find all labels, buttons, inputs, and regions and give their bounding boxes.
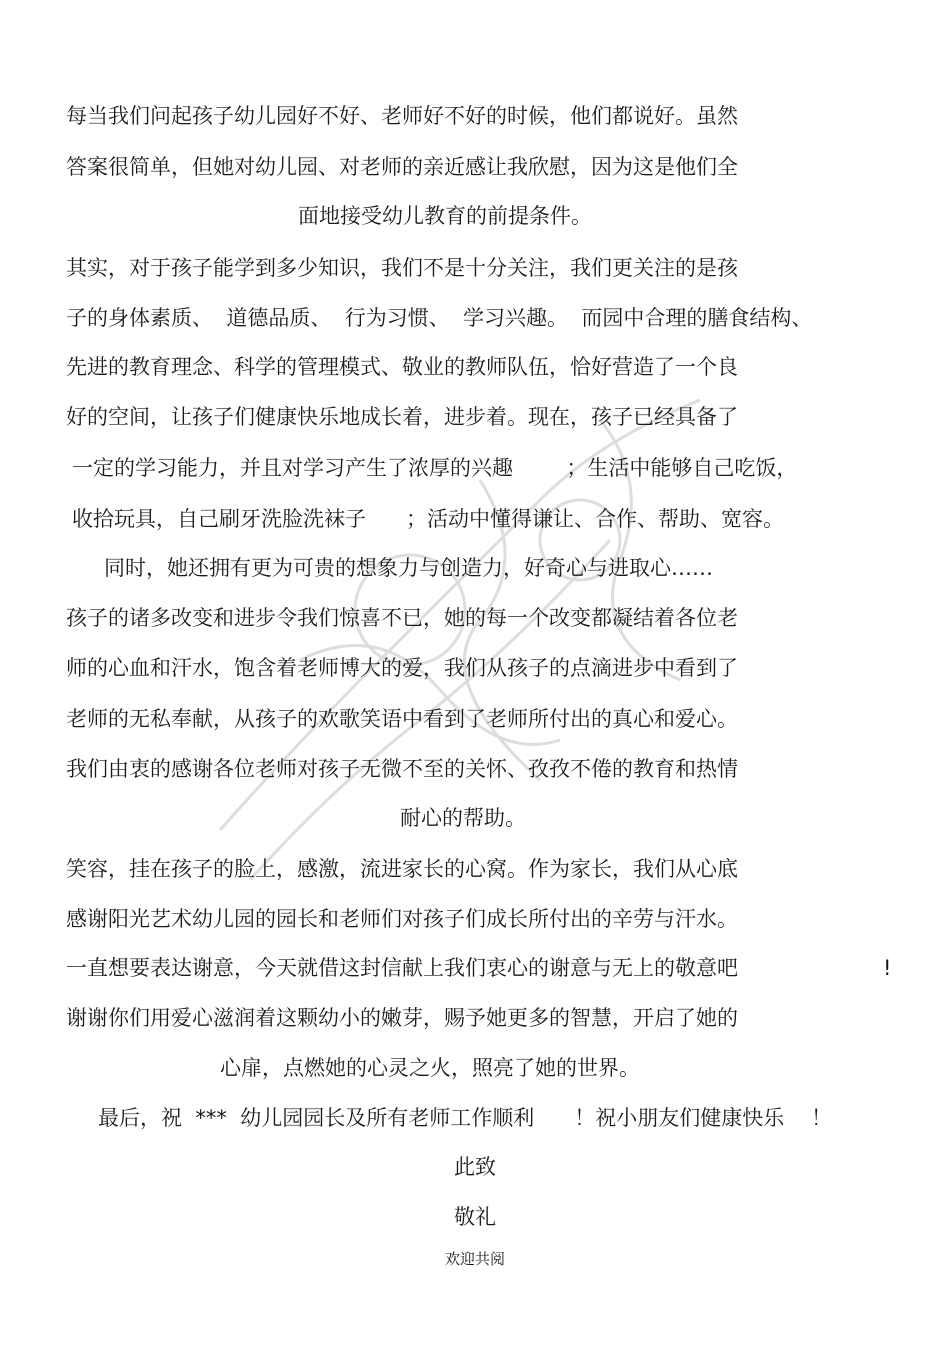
paragraph-line: 一直想要表达谢意，今天就借这封信献上我们衷心的谢意与无上的敬意吧: [66, 956, 738, 980]
paragraph-line: 谢谢你们用爱心滋润着这颗幼小的嫩芽，赐予她更多的智慧，开启了她的: [66, 1006, 738, 1030]
paragraph-line: 收拾玩具，自己刷牙洗脸洗袜子 ；活动中懂得谦让、合作、帮助、宽容。: [72, 507, 785, 531]
closing-wish: 最后，祝 *** 幼儿园园长及所有老师工作顺利 ！祝小朋友们健康快乐 ！: [98, 1106, 832, 1130]
exclamation-mark: !: [883, 956, 892, 980]
paragraph-line: 先进的教育理念、科学的管理模式、敬业的教师队伍，恰好营造了一个良: [66, 355, 738, 379]
closing-salutation: 此致: [454, 1155, 496, 1179]
paragraph-line: 同时，她还拥有更为可贵的想象力与创造力，好奇心与进取心……: [104, 556, 713, 580]
paragraph-line: 师的心血和汗水，饱含着老师博大的爱，我们从孩子的点滴进步中看到了: [66, 656, 738, 680]
paragraph-line: 答案很简单，但她对幼儿园、对老师的亲近感让我欣慰，因为这是他们全: [66, 155, 738, 179]
closing-regards: 敬礼: [454, 1205, 496, 1229]
paragraph-line: 一定的学习能力，并且对学习产生了浓厚的兴趣 ；生活中能够自己吃饭，: [72, 456, 798, 480]
paragraph-line: 面地接受幼儿教育的前提条件。: [298, 204, 592, 228]
paragraph-line: 我们由衷的感谢各位老师对孩子无微不至的关怀、孜孜不倦的教育和热情: [66, 757, 738, 781]
paragraph-line: 孩子的诸多改变和进步令我们惊喜不已，她的每一个改变都凝结着各位老: [66, 606, 738, 630]
paragraph-line: 感谢阳光艺术幼儿园的园长和老师们对孩子们成长所付出的辛劳与汗水。: [66, 907, 738, 931]
paragraph-line: 其实，对于孩子能学到多少知识，我们不是十分关注，我们更关注的是孩: [66, 256, 738, 280]
paragraph-line: 每当我们问起孩子幼儿园好不好、老师好不好的时候，他们都说好。虽然: [66, 104, 738, 128]
paragraph-line: 好的空间，让孩子们健康快乐地成长着，进步着。现在，孩子已经具备了: [66, 405, 738, 429]
paragraph-line: 老师的无私奉献，从孩子的欢歌笑语中看到了老师所付出的真心和爱心。: [66, 707, 738, 731]
paragraph-line: 子的身体素质、 道德品质、 行为习惯、 学习兴趣。 而园中合理的膳食结构、: [66, 306, 813, 330]
watermark-seal: [180, 360, 780, 920]
paragraph-line: 笑容，挂在孩子的脸上，感激，流进家长的心窝。作为家长，我们从心底: [66, 857, 738, 881]
paragraph-line: 耐心的帮助。: [400, 806, 526, 830]
footer-text: 欢迎共阅: [444, 1250, 505, 1268]
paragraph-line: 心扉，点燃她的心灵之火，照亮了她的世界。: [220, 1056, 640, 1080]
